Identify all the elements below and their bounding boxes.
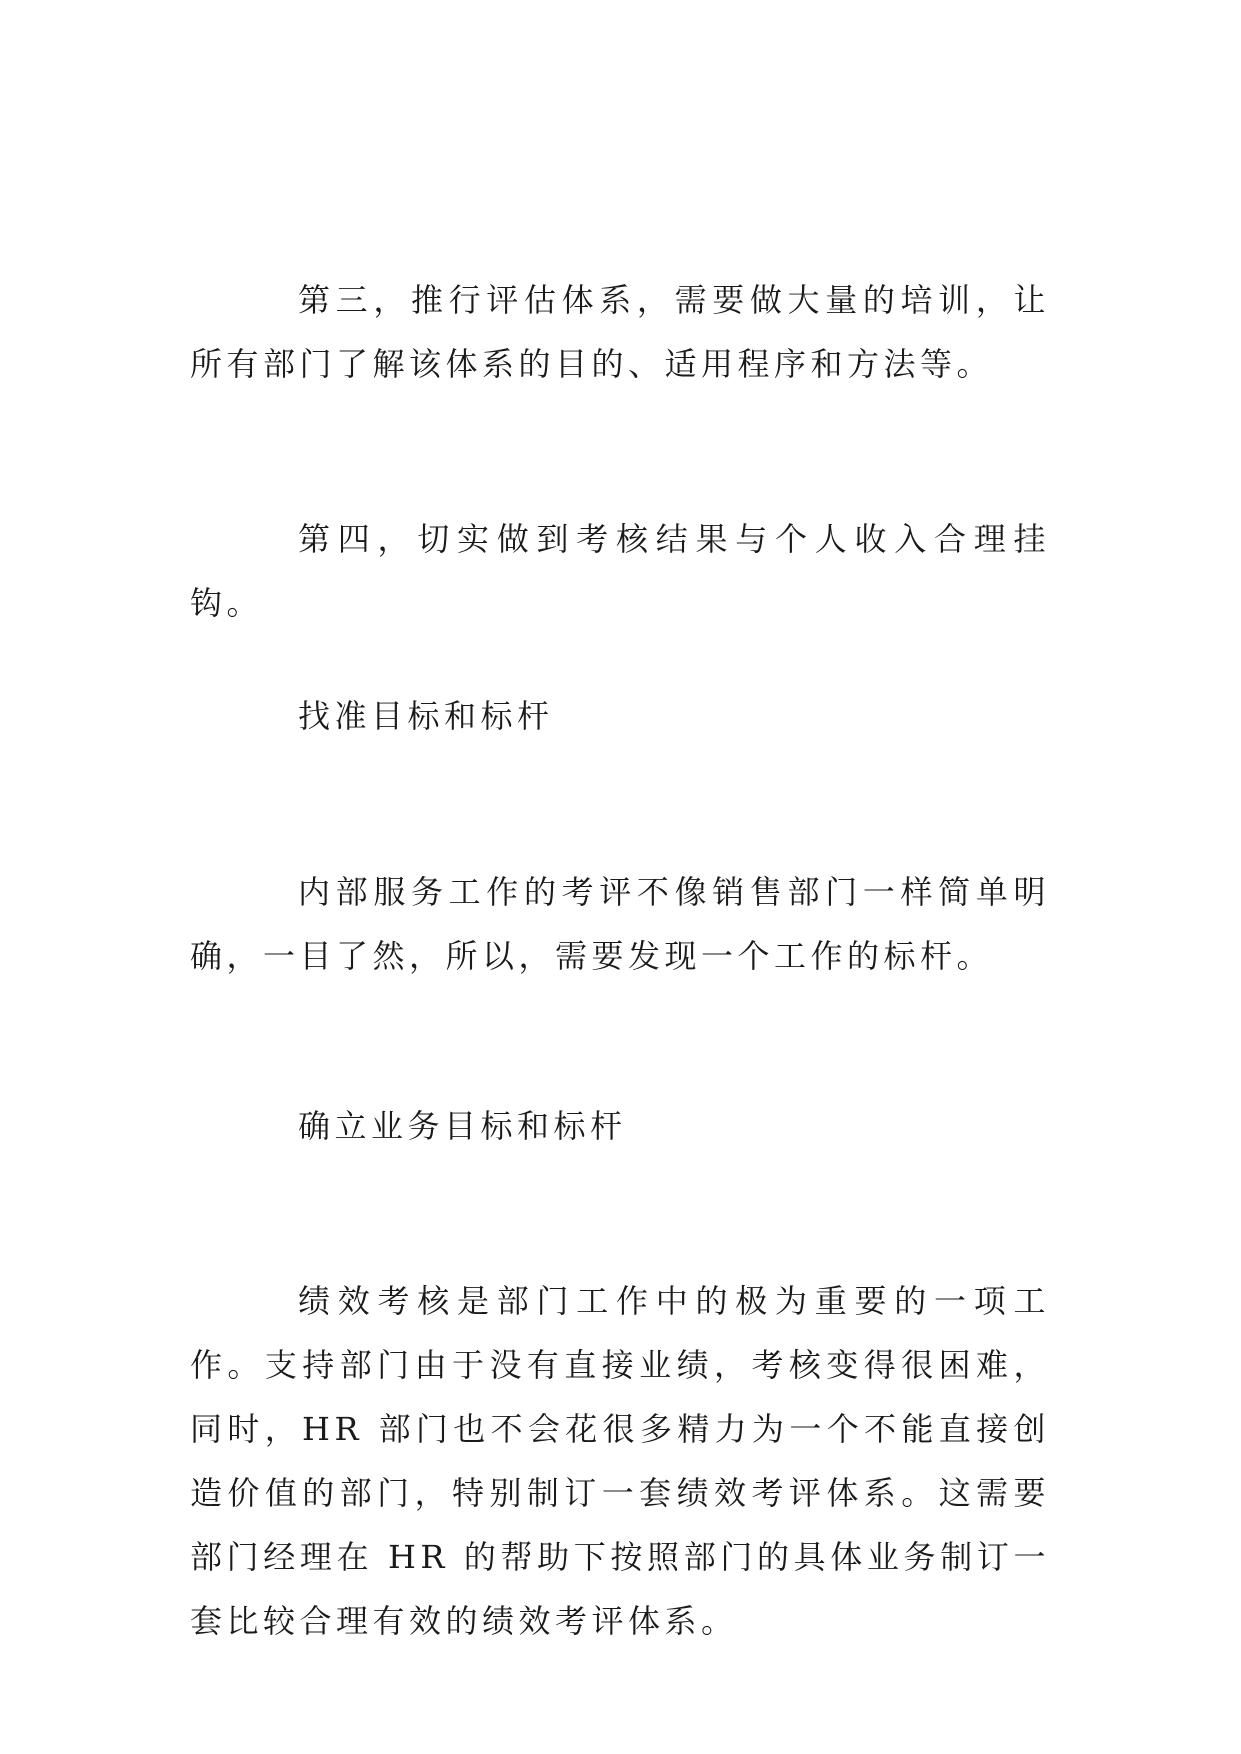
- paragraph-performance-review: 绩效考核是部门工作中的极为重要的一项工作。支持部门由于没有直接业绩，考核变得很困难，同时，HR 部门也不会花很多精力为一个不能直接创造价值的部门，特别制订一套绩效考评体系。这需要部门经理在 HR 的帮助下按照部门的具体业务制订一套比较合理有效的绩效考评体系。: [190, 1282, 1050, 1640]
- paragraph-income-link: 第四，切实做到考核结果与个人收入合理挂钩。: [190, 520, 1050, 622]
- section-heading-business-targets: 确立业务目标和标杆: [298, 1107, 627, 1145]
- paragraph-internal-service: 内部服务工作的考评不像销售部门一样简单明确，一目了然，所以，需要发现一个工作的标杆。: [190, 873, 1050, 975]
- section-heading-targets: 找准目标和标杆: [298, 697, 554, 735]
- paragraph-training: 第三，推行评估体系，需要做大量的培训，让所有部门了解该体系的目的、适用程序和方法等。: [190, 281, 1050, 383]
